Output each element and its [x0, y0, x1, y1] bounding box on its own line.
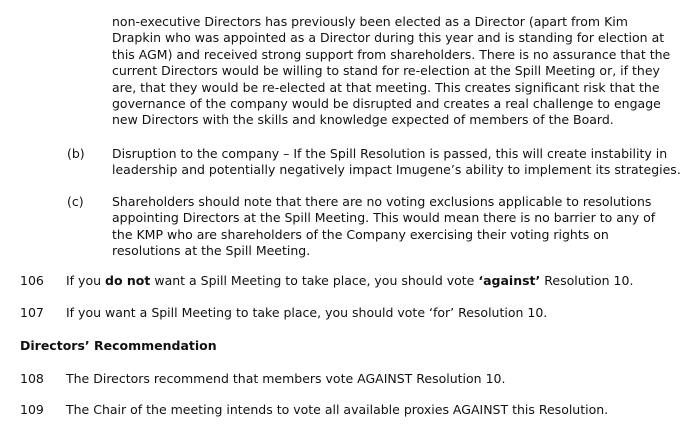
paragraph-text: [66, 273, 633, 289]
emphasis-against: ‘against’: [478, 273, 541, 288]
text-line: non-executive Directors has previously been elected as a Director (apart from Kim: [112, 14, 628, 29]
text-run: want a Spill Meeting to take place, you should vote: [150, 273, 479, 288]
section-heading: Directors’ Recommendation: [20, 338, 217, 353]
text-line: new Directors with the skills and knowledge expected of members of the Board.: [112, 112, 614, 127]
text-line: are, that they would be re-elected at that meeting. This creates significant risk that the: [112, 80, 660, 95]
text-line: resolutions at the Spill Meeting.: [112, 243, 311, 258]
text-line: appointing Directors at the Spill Meeting. This would mean there is no barrier to any of: [112, 210, 656, 225]
paragraph-number: 107: [20, 305, 44, 320]
text-line: the KMP who are shareholders of the Company exercising their voting rights on: [112, 227, 609, 242]
text-line: this AGM) and received strong support from shareholders. There is no assurance that the: [112, 47, 671, 62]
sub-item-label: (b): [67, 146, 85, 161]
text-run: If you: [66, 273, 106, 288]
paragraph-text: The Chair of the meeting intends to vote all available proxies AGAINST this Resolution.: [66, 402, 609, 417]
emphasis-do-not: do not: [105, 273, 151, 288]
sub-item-label: (c): [67, 194, 84, 209]
text-line: governance of the company would be disrupted and creates a real challenge to engage: [112, 96, 661, 111]
text-run: Resolution 10.: [540, 273, 634, 288]
paragraph-text: If you want a Spill Meeting to take place, you should vote ‘for’ Resolution 10.: [66, 305, 548, 320]
paragraph-number: 109: [20, 402, 44, 417]
text-line: Shareholders should note that there are no voting exclusions applicable to resolutions: [112, 194, 652, 209]
text-line: current Directors would be willing to stand for re-election at the Spill Meeting or, if they: [112, 63, 660, 78]
text-line: Disruption to the company – If the Spill Resolution is passed, this will create instability in: [112, 146, 668, 161]
paragraph-number: 108: [20, 371, 44, 386]
paragraph-number: 106: [20, 273, 44, 288]
paragraph-text: The Directors recommend that members vote AGAINST Resolution 10.: [66, 371, 506, 386]
text-line: Drapkin who was appointed as a Director during this year and is standing for election at: [112, 30, 665, 45]
text-line: leadership and potentially negatively impact Imugene’s ability to implement its strategies.: [112, 162, 681, 177]
